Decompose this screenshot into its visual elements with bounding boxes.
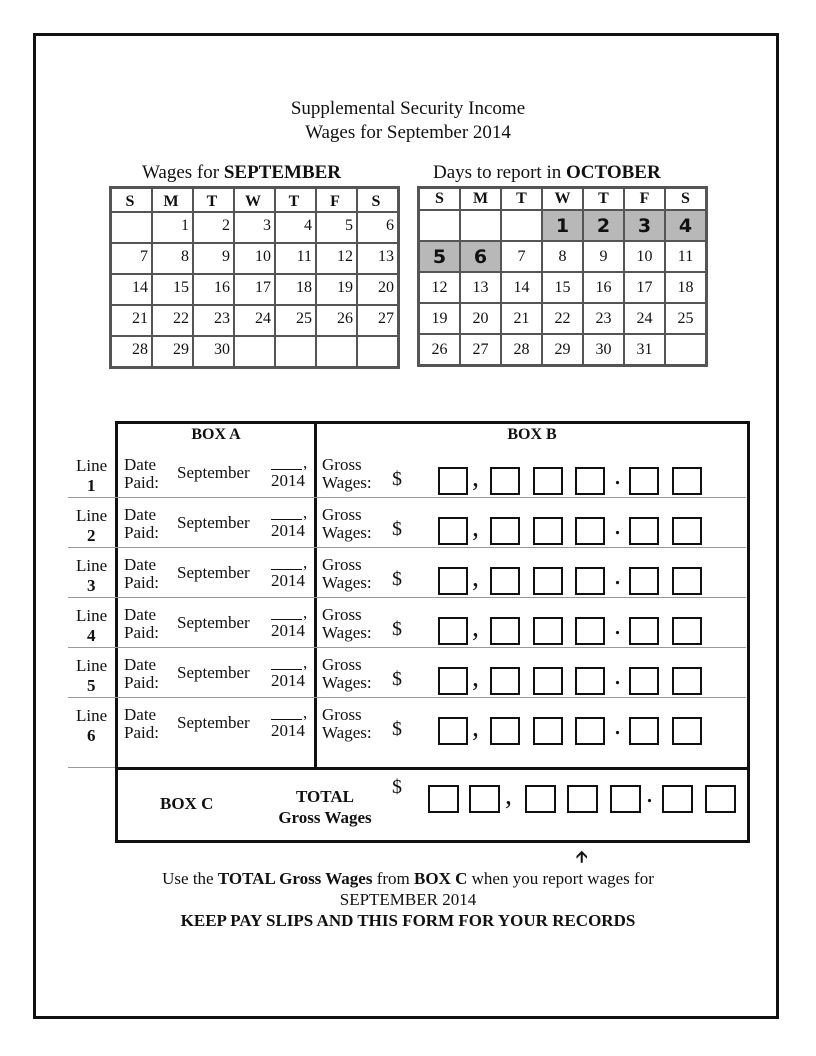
calendar-day: 18 bbox=[665, 272, 706, 303]
date-year: 2014 bbox=[271, 621, 305, 640]
date-month: September bbox=[177, 563, 250, 582]
calendar-day: 21 bbox=[501, 303, 542, 334]
digit-box[interactable] bbox=[490, 617, 520, 645]
wages-word: Wages: bbox=[322, 473, 372, 492]
calendar-day: 15 bbox=[152, 274, 193, 305]
calendar-day bbox=[316, 336, 357, 367]
digit-box[interactable] bbox=[575, 517, 605, 545]
wage-line bbox=[68, 598, 116, 648]
weekday-header: F bbox=[316, 188, 357, 212]
day-entry-line[interactable] bbox=[271, 519, 302, 520]
date-year: 2014 bbox=[271, 721, 305, 740]
digit-box[interactable] bbox=[672, 467, 702, 495]
digit-box[interactable] bbox=[575, 567, 605, 595]
calendar-day: 26 bbox=[419, 334, 460, 365]
row-divider bbox=[68, 647, 746, 648]
calendar-day: 28 bbox=[111, 336, 152, 367]
calendar-week bbox=[111, 274, 398, 305]
september-calendar-title bbox=[142, 162, 341, 184]
wage-line bbox=[68, 498, 116, 548]
weekday-header: T bbox=[583, 188, 624, 210]
line-word: Line bbox=[76, 456, 108, 475]
row-divider bbox=[68, 497, 746, 498]
instruction-bold-total: TOTAL Gross Wages bbox=[217, 869, 373, 888]
date-word: Date bbox=[124, 605, 157, 624]
report-day-highlight: 6 bbox=[460, 241, 501, 272]
calendar-day: 15 bbox=[542, 272, 583, 303]
calendar-day bbox=[357, 336, 398, 367]
line-word: Line bbox=[76, 606, 108, 625]
box-c-label: BOX C bbox=[160, 794, 214, 813]
september-title-month: SEPTEMBER bbox=[223, 162, 342, 183]
amount-decimal-point: . bbox=[614, 560, 621, 591]
total-digit-box[interactable] bbox=[428, 785, 459, 813]
digit-box[interactable] bbox=[629, 667, 659, 695]
row-divider bbox=[68, 697, 746, 698]
gross-word: Gross bbox=[322, 505, 362, 524]
day-entry-line[interactable] bbox=[271, 569, 302, 570]
calendar-week bbox=[419, 303, 706, 334]
total-digit-box[interactable] bbox=[705, 785, 736, 813]
digit-box[interactable] bbox=[672, 717, 702, 745]
calendar-week bbox=[111, 243, 398, 274]
day-entry-line[interactable] bbox=[271, 619, 302, 620]
weekday-header: F bbox=[624, 188, 665, 210]
report-day-highlight: 3 bbox=[624, 210, 665, 241]
calendar-day: 5 bbox=[316, 212, 357, 243]
date-comma: , bbox=[303, 453, 308, 472]
gross-word: Gross bbox=[322, 655, 362, 674]
calendar-week bbox=[111, 212, 398, 243]
total-label: TOTAL bbox=[296, 787, 354, 806]
footer-keep-records: KEEP PAY SLIPS AND THIS FORM FOR YOUR RECORDS bbox=[180, 911, 636, 930]
digit-box[interactable] bbox=[490, 667, 520, 695]
digit-box[interactable] bbox=[672, 617, 702, 645]
weekday-header: T bbox=[501, 188, 542, 210]
date-comma: , bbox=[303, 603, 308, 622]
gross-word: Gross bbox=[322, 455, 362, 474]
weekday-header: T bbox=[193, 188, 234, 212]
instruction-text: Use the bbox=[162, 869, 218, 888]
digit-box[interactable] bbox=[629, 567, 659, 595]
calendar-day: 16 bbox=[193, 274, 234, 305]
calendar-day bbox=[419, 210, 460, 241]
paid-word: Paid: bbox=[124, 723, 159, 742]
calendar-day: 25 bbox=[665, 303, 706, 334]
line-word: Line bbox=[76, 706, 108, 725]
wage-line bbox=[68, 548, 116, 598]
calendar-day: 12 bbox=[316, 243, 357, 274]
calendar-day: 24 bbox=[234, 305, 275, 336]
paid-word: Paid: bbox=[124, 473, 159, 492]
calendar-day: 10 bbox=[234, 243, 275, 274]
wage-line bbox=[68, 698, 116, 748]
row-divider bbox=[68, 597, 746, 598]
dollar-sign: $ bbox=[392, 518, 402, 540]
calendar-day: 17 bbox=[234, 274, 275, 305]
instruction-bold-boxc: BOX C bbox=[414, 869, 468, 888]
weekday-header: W bbox=[234, 188, 275, 212]
amount-decimal-point: . bbox=[614, 660, 621, 691]
line-word: Line bbox=[76, 506, 108, 525]
calendar-day: 29 bbox=[152, 336, 193, 367]
digit-box[interactable] bbox=[629, 717, 659, 745]
digit-box[interactable] bbox=[438, 467, 468, 495]
calendar-day: 25 bbox=[275, 305, 316, 336]
wage-line bbox=[68, 448, 116, 498]
gross-word: Gross bbox=[322, 555, 362, 574]
weekday-header: M bbox=[152, 188, 193, 212]
weekday-header: T bbox=[275, 188, 316, 212]
total-digit-box[interactable] bbox=[525, 785, 556, 813]
digit-box[interactable] bbox=[575, 467, 605, 495]
october-weekday-header bbox=[419, 188, 706, 210]
line-number: 3 bbox=[87, 576, 96, 595]
date-month: September bbox=[177, 613, 250, 632]
line-number: 2 bbox=[87, 526, 96, 545]
total-dollar-sign: $ bbox=[392, 776, 402, 798]
october-title-month: OCTOBER bbox=[565, 162, 661, 183]
date-word: Date bbox=[124, 455, 157, 474]
date-month: September bbox=[177, 663, 250, 682]
calendar-day: 27 bbox=[357, 305, 398, 336]
amount-decimal-point: . bbox=[614, 510, 621, 541]
gross-word: Gross bbox=[322, 605, 362, 624]
wage-line bbox=[68, 648, 116, 698]
weekday-header: S bbox=[111, 188, 152, 212]
calendar-day: 9 bbox=[583, 241, 624, 272]
line-number: 6 bbox=[87, 726, 96, 745]
calendar-day: 3 bbox=[234, 212, 275, 243]
weekday-header: S bbox=[357, 188, 398, 212]
form-subtitle: Wages for September 2014 bbox=[305, 122, 511, 143]
calendar-day: 19 bbox=[419, 303, 460, 334]
digit-box[interactable] bbox=[533, 617, 563, 645]
calendar-week bbox=[419, 272, 706, 303]
digit-box[interactable] bbox=[575, 667, 605, 695]
date-year: 2014 bbox=[271, 521, 305, 540]
calendar-day: 21 bbox=[111, 305, 152, 336]
paid-word: Paid: bbox=[124, 573, 159, 592]
calendar-day: 10 bbox=[624, 241, 665, 272]
calendar-day: 8 bbox=[152, 243, 193, 274]
date-word: Date bbox=[124, 705, 157, 724]
date-word: Date bbox=[124, 655, 157, 674]
digit-box[interactable] bbox=[672, 667, 702, 695]
line-number: 5 bbox=[87, 676, 96, 695]
box-a-label: BOX A bbox=[191, 426, 241, 443]
total-digit-box[interactable] bbox=[567, 785, 598, 813]
amount-comma: , bbox=[472, 712, 479, 743]
digit-box[interactable] bbox=[629, 467, 659, 495]
calendar-day: 30 bbox=[583, 334, 624, 365]
calendar-day bbox=[501, 210, 542, 241]
digit-box[interactable] bbox=[533, 567, 563, 595]
october-title-prefix: Days to report in bbox=[433, 162, 566, 183]
calendar-day bbox=[665, 334, 706, 365]
calendar-day: 17 bbox=[624, 272, 665, 303]
total-gross-wages-label: Gross Wages bbox=[278, 808, 372, 827]
dollar-sign: $ bbox=[392, 668, 402, 690]
calendar-day: 14 bbox=[501, 272, 542, 303]
footer-month: SEPTEMBER 2014 bbox=[339, 890, 477, 909]
calendar-day: 1 bbox=[152, 212, 193, 243]
calendar-week bbox=[419, 241, 706, 272]
digit-box[interactable] bbox=[490, 567, 520, 595]
amount-comma: , bbox=[472, 562, 479, 593]
dollar-sign: $ bbox=[392, 568, 402, 590]
date-comma: , bbox=[303, 503, 308, 522]
calendar-day: 20 bbox=[357, 274, 398, 305]
weekday-header: W bbox=[542, 188, 583, 210]
calendar-day bbox=[111, 212, 152, 243]
date-month: September bbox=[177, 463, 250, 482]
digit-box[interactable] bbox=[438, 617, 468, 645]
calendar-day: 27 bbox=[460, 334, 501, 365]
calendar-day: 26 bbox=[316, 305, 357, 336]
digit-box[interactable] bbox=[672, 517, 702, 545]
amount-comma: , bbox=[472, 612, 479, 643]
calendar-day: 24 bbox=[624, 303, 665, 334]
total-digit-box[interactable] bbox=[610, 785, 641, 813]
day-entry-line[interactable] bbox=[271, 669, 302, 670]
date-comma: , bbox=[303, 703, 308, 722]
calendar-day: 8 bbox=[542, 241, 583, 272]
report-day-highlight: 5 bbox=[419, 241, 460, 272]
date-year: 2014 bbox=[271, 571, 305, 590]
calendar-day: 18 bbox=[275, 274, 316, 305]
amount-decimal-point: . bbox=[614, 460, 621, 491]
amount-decimal-point: . bbox=[614, 710, 621, 741]
calendar-week bbox=[419, 210, 706, 241]
day-entry-line[interactable] bbox=[271, 719, 302, 720]
digit-box[interactable] bbox=[533, 517, 563, 545]
amount-comma: , bbox=[472, 462, 479, 493]
calendar-day bbox=[460, 210, 501, 241]
date-year: 2014 bbox=[271, 671, 305, 690]
row-divider bbox=[68, 547, 746, 548]
wages-word: Wages: bbox=[322, 623, 372, 642]
calendar-day: 14 bbox=[111, 274, 152, 305]
date-month: September bbox=[177, 513, 250, 532]
line-column-bottom-rule bbox=[68, 767, 118, 768]
calendar-day: 9 bbox=[193, 243, 234, 274]
instruction-text: from bbox=[372, 869, 415, 888]
digit-box[interactable] bbox=[490, 517, 520, 545]
total-digit-box[interactable] bbox=[469, 785, 500, 813]
dollar-sign: $ bbox=[392, 468, 402, 490]
digit-box[interactable] bbox=[438, 567, 468, 595]
line-word: Line bbox=[76, 556, 108, 575]
digit-box[interactable] bbox=[490, 717, 520, 745]
calendar-day bbox=[234, 336, 275, 367]
wages-word: Wages: bbox=[322, 523, 372, 542]
calendar-day: 13 bbox=[460, 272, 501, 303]
amount-decimal-point: . bbox=[614, 610, 621, 641]
calendar-day: 7 bbox=[501, 241, 542, 272]
wages-word: Wages: bbox=[322, 573, 372, 592]
digit-box[interactable] bbox=[438, 717, 468, 745]
calendar-day: 22 bbox=[152, 305, 193, 336]
calendar-day: 23 bbox=[193, 305, 234, 336]
gross-word: Gross bbox=[322, 705, 362, 724]
report-day-highlight: 1 bbox=[542, 210, 583, 241]
date-month: September bbox=[177, 713, 250, 732]
calendar-day: 29 bbox=[542, 334, 583, 365]
amount-comma: , bbox=[472, 662, 479, 693]
weekday-header: S bbox=[419, 188, 460, 210]
dollar-sign: $ bbox=[392, 718, 402, 740]
total-digit-box[interactable] bbox=[662, 785, 693, 813]
calendar-day: 13 bbox=[357, 243, 398, 274]
date-word: Date bbox=[124, 505, 157, 524]
october-calendar bbox=[417, 186, 708, 367]
digit-box[interactable] bbox=[533, 467, 563, 495]
calendar-day: 28 bbox=[501, 334, 542, 365]
september-title-prefix: Wages for bbox=[142, 162, 224, 183]
calendar-day: 16 bbox=[583, 272, 624, 303]
october-calendar-title bbox=[433, 162, 661, 184]
calendar-day: 6 bbox=[357, 212, 398, 243]
footer-instruction bbox=[0, 869, 816, 889]
calendar-day: 12 bbox=[419, 272, 460, 303]
dollar-sign: $ bbox=[392, 618, 402, 640]
digit-box[interactable] bbox=[438, 667, 468, 695]
line-number: 4 bbox=[87, 626, 96, 645]
calendar-week bbox=[111, 305, 398, 336]
total-amount-comma: , bbox=[505, 780, 512, 811]
form-title: Supplemental Security Income bbox=[290, 98, 526, 119]
calendar-day bbox=[275, 336, 316, 367]
september-calendar bbox=[109, 186, 400, 369]
calendar-day: 31 bbox=[624, 334, 665, 365]
calendar-week bbox=[111, 336, 398, 367]
line-number: 1 bbox=[87, 476, 96, 495]
paid-word: Paid: bbox=[124, 523, 159, 542]
wages-word: Wages: bbox=[322, 673, 372, 692]
report-day-highlight: 4 bbox=[665, 210, 706, 241]
calendar-day: 22 bbox=[542, 303, 583, 334]
total-amount-decimal-point: . bbox=[646, 778, 653, 809]
calendar-day: 11 bbox=[665, 241, 706, 272]
calendar-day: 19 bbox=[316, 274, 357, 305]
instruction-text: when you report wages for bbox=[467, 869, 654, 888]
report-day-highlight: 2 bbox=[583, 210, 624, 241]
arrow-up-icon: 🡩 bbox=[576, 847, 588, 866]
day-entry-line[interactable] bbox=[271, 469, 302, 470]
paid-word: Paid: bbox=[124, 673, 159, 692]
calendar-day: 4 bbox=[275, 212, 316, 243]
amount-comma: , bbox=[472, 512, 479, 543]
digit-box[interactable] bbox=[575, 717, 605, 745]
weekday-header: M bbox=[460, 188, 501, 210]
digit-box[interactable] bbox=[575, 617, 605, 645]
calendar-day: 30 bbox=[193, 336, 234, 367]
date-year: 2014 bbox=[271, 471, 305, 490]
september-weekday-header bbox=[111, 188, 398, 212]
calendar-day: 11 bbox=[275, 243, 316, 274]
calendar-day: 2 bbox=[193, 212, 234, 243]
date-word: Date bbox=[124, 555, 157, 574]
calendar-day: 23 bbox=[583, 303, 624, 334]
digit-box[interactable] bbox=[533, 667, 563, 695]
date-comma: , bbox=[303, 653, 308, 672]
calendar-day: 7 bbox=[111, 243, 152, 274]
weekday-header: S bbox=[665, 188, 706, 210]
digit-box[interactable] bbox=[490, 467, 520, 495]
box-b-label: BOX B bbox=[507, 426, 557, 443]
wages-word: Wages: bbox=[322, 723, 372, 742]
digit-box[interactable] bbox=[438, 517, 468, 545]
digit-box[interactable] bbox=[672, 567, 702, 595]
paid-word: Paid: bbox=[124, 623, 159, 642]
calendar-week bbox=[419, 334, 706, 365]
digit-box[interactable] bbox=[629, 517, 659, 545]
calendar-day: 20 bbox=[460, 303, 501, 334]
line-word: Line bbox=[76, 656, 108, 675]
digit-box[interactable] bbox=[629, 617, 659, 645]
date-comma: , bbox=[303, 553, 308, 572]
digit-box[interactable] bbox=[533, 717, 563, 745]
